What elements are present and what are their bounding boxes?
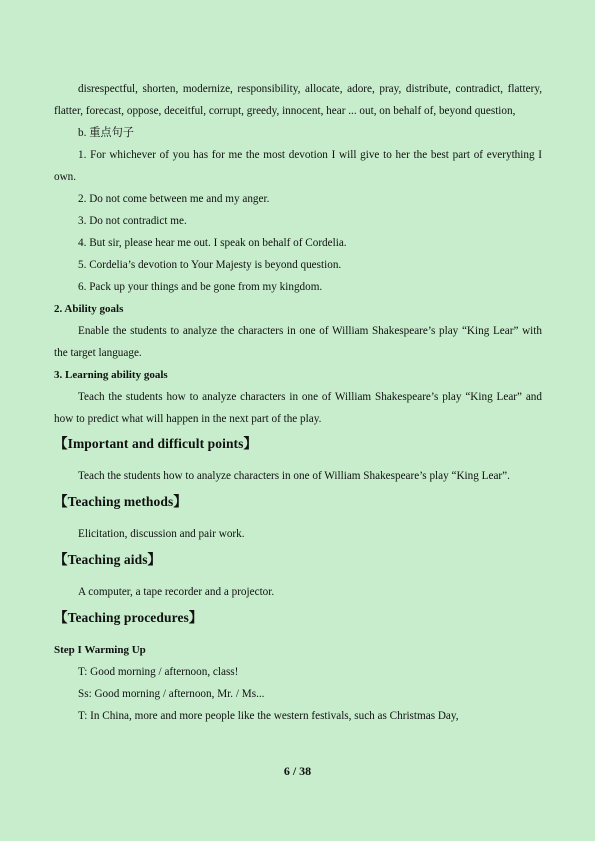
learning-goals-heading: 3. Learning ability goals: [54, 369, 168, 381]
learning-goals-text: Teach the students how to analyze characters in one of William Shakespeare’s play “King Lear” and how to predict what will happen in the next part of the play.: [54, 391, 542, 425]
sentence-2: 2. Do not come between me and my anger.: [78, 193, 270, 205]
ability-goals-text: Enable the students to analyze the characters in one of William Shakespeare’s play “King Lear” with the target language.: [54, 325, 542, 359]
teaching-aids-heading: 【Teaching aids】: [54, 552, 162, 567]
key-sentences-heading: b. 重点句子: [78, 127, 134, 139]
dialogue-line-2: Ss: Good morning / afternoon, Mr. / Ms...: [78, 688, 265, 700]
document-page: [54, 78, 542, 727]
vocabulary-list: disrespectful, shorten, modernize, responsibility, allocate, adore, pray, distribute, contradict, flattery, flatter, forecast, oppose, deceitful, corrupt, greedy, innocent, hear ... out, on behalf of, beyond question,: [54, 83, 542, 117]
teaching-aids-text: A computer, a tape recorder and a projector.: [78, 586, 275, 598]
dialogue-line-3: T: In China, more and more people like the western festivals, such as Christmas Day,: [78, 710, 459, 722]
dialogue-line-1: T: Good morning / afternoon, class!: [78, 666, 239, 678]
sentence-3: 3. Do not contradict me.: [78, 215, 187, 227]
sentence-4: 4. But sir, please hear me out. I speak on behalf of Cordelia.: [78, 237, 347, 249]
page-number: 6 / 38: [283, 764, 312, 778]
teaching-methods-heading: 【Teaching methods】: [54, 494, 187, 509]
important-points-text: Teach the students how to analyze characters in one of William Shakespeare’s play “King Lear”.: [78, 470, 510, 482]
step-1-heading: Step I Warming Up: [54, 644, 146, 656]
teaching-procedures-heading: 【Teaching procedures】: [54, 610, 203, 625]
sentence-6: 6. Pack up your things and be gone from my kingdom.: [78, 281, 323, 293]
teaching-methods-text: Elicitation, discussion and pair work.: [78, 528, 245, 540]
ability-goals-heading: 2. Ability goals: [54, 303, 124, 315]
important-points-heading: 【Important and difficult points】: [54, 436, 258, 451]
sentence-5: 5. Cordelia’s devotion to Your Majesty is beyond question.: [78, 259, 342, 271]
sentence-1: 1. For whichever of you has for me the most devotion I will give to her the best part of everything I own.: [54, 149, 542, 183]
